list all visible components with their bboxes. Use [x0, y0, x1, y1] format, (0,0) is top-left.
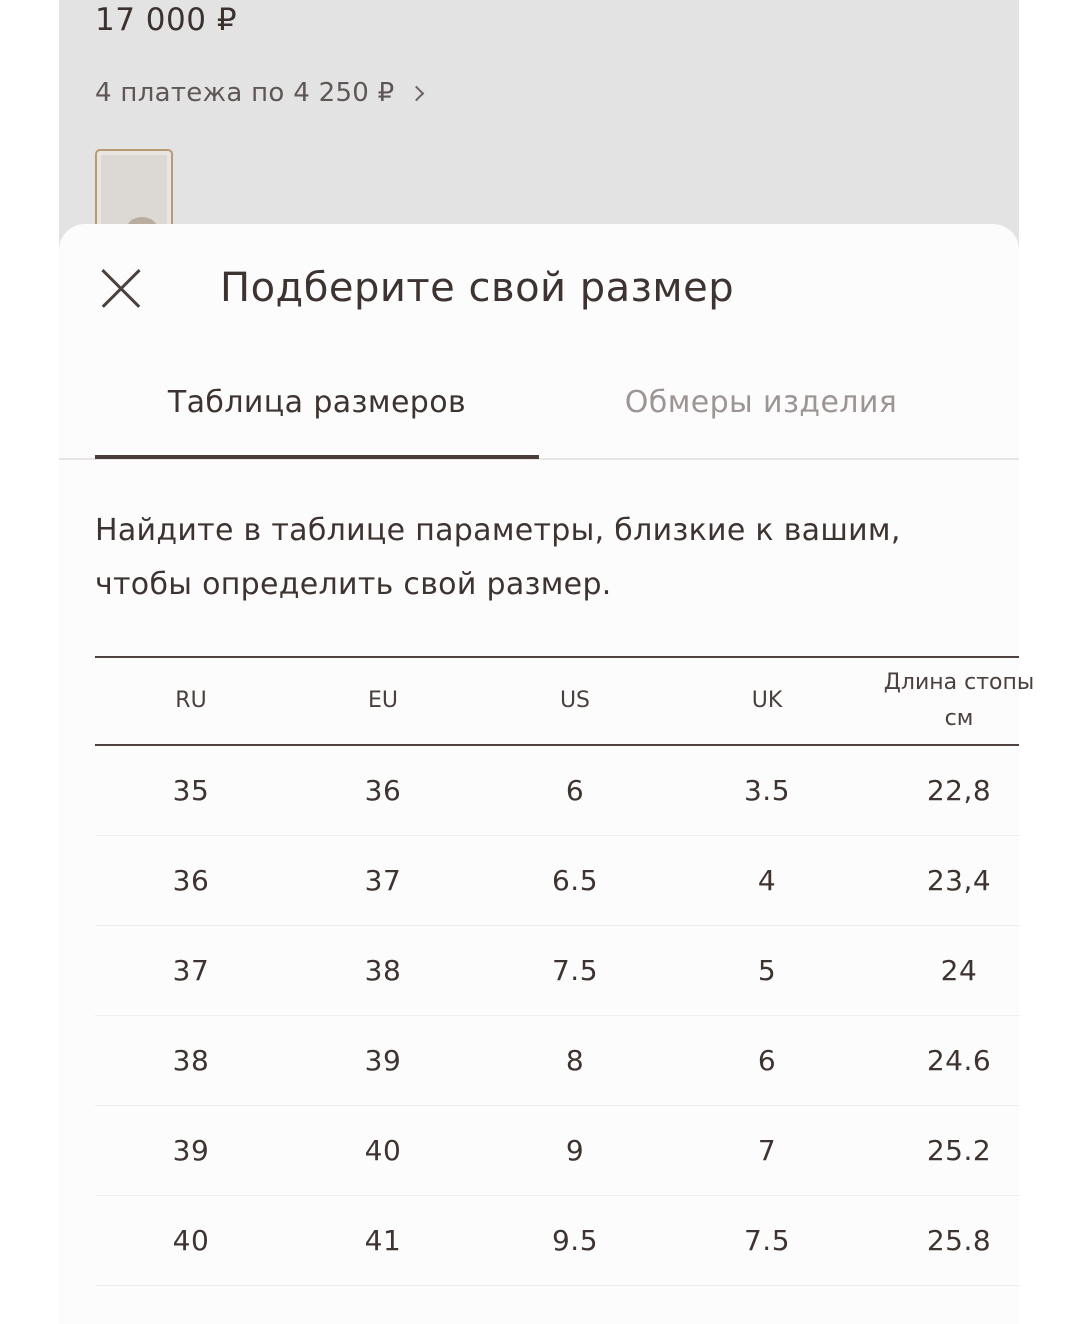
cell-foot-length: 25.2 — [926, 1134, 992, 1167]
cell-ru: 37 — [172, 954, 210, 987]
table-row — [95, 926, 1019, 1016]
cell-us: 9.5 — [551, 1224, 599, 1257]
header-eu: EU — [367, 688, 398, 713]
header-ru: RU — [175, 688, 207, 713]
chevron-right-icon — [408, 85, 424, 101]
cell-us: 6.5 — [551, 864, 599, 897]
cell-foot-length: 24.6 — [926, 1044, 992, 1077]
table-row — [95, 1106, 1019, 1196]
sheet-title: Подберите свой размер — [220, 265, 735, 311]
size-picker-sheet — [59, 224, 1035, 1324]
cell-ru: 36 — [172, 864, 210, 897]
cell-foot-length: 23,4 — [926, 864, 992, 897]
size-hint-text: Найдите в таблице параметры, близкие к вашим, чтобы определить свой размер. — [95, 513, 901, 602]
installments-label: 4 платежа по 4 250 ₽ — [95, 78, 395, 108]
installments-link[interactable] — [95, 76, 422, 110]
table-row — [95, 1016, 1019, 1106]
table-row — [95, 1196, 1019, 1286]
cell-eu: 39 — [364, 1044, 402, 1077]
cell-uk: 6 — [757, 1044, 777, 1077]
header-uk: UK — [751, 688, 783, 713]
cell-uk: 5 — [757, 954, 777, 987]
tab-product-measurements-label: Обмеры изделия — [624, 385, 898, 420]
cell-us: 8 — [565, 1044, 585, 1077]
close-icon[interactable] — [99, 266, 143, 310]
cell-us: 7.5 — [551, 954, 599, 987]
header-foot-length-line2: см — [944, 706, 974, 731]
header-foot-length-line1: Длина стопы — [883, 670, 1035, 695]
cell-foot-length: 25.8 — [926, 1224, 992, 1257]
cell-eu: 41 — [364, 1224, 402, 1257]
cell-us: 9 — [565, 1134, 585, 1167]
cell-ru: 39 — [172, 1134, 210, 1167]
cell-eu: 38 — [364, 954, 402, 987]
product-price: 17 000 ₽ — [95, 2, 238, 38]
cell-eu: 37 — [364, 864, 402, 897]
cell-foot-length: 22,8 — [926, 774, 992, 807]
table-header — [95, 656, 1035, 746]
cell-foot-length: 24 — [940, 954, 978, 987]
table-row — [95, 836, 1019, 926]
header-us: US — [559, 688, 591, 713]
cell-uk: 4 — [757, 864, 777, 897]
cell-uk: 7.5 — [743, 1224, 791, 1257]
size-table — [95, 656, 1035, 1286]
cell-ru: 40 — [172, 1224, 210, 1257]
cell-uk: 7 — [757, 1134, 777, 1167]
tab-size-table-label: Таблица размеров — [167, 385, 467, 420]
tab-size-table[interactable] — [95, 374, 539, 458]
cell-uk: 3.5 — [743, 774, 791, 807]
cell-ru: 35 — [172, 774, 210, 807]
header-foot-length — [863, 665, 1055, 737]
cell-eu: 36 — [364, 774, 402, 807]
tab-product-measurements[interactable] — [539, 374, 983, 458]
table-row — [95, 746, 1019, 836]
tab-bar — [59, 374, 1019, 460]
cell-ru: 38 — [172, 1044, 210, 1077]
cell-eu: 40 — [364, 1134, 402, 1167]
cell-us: 6 — [565, 774, 585, 807]
